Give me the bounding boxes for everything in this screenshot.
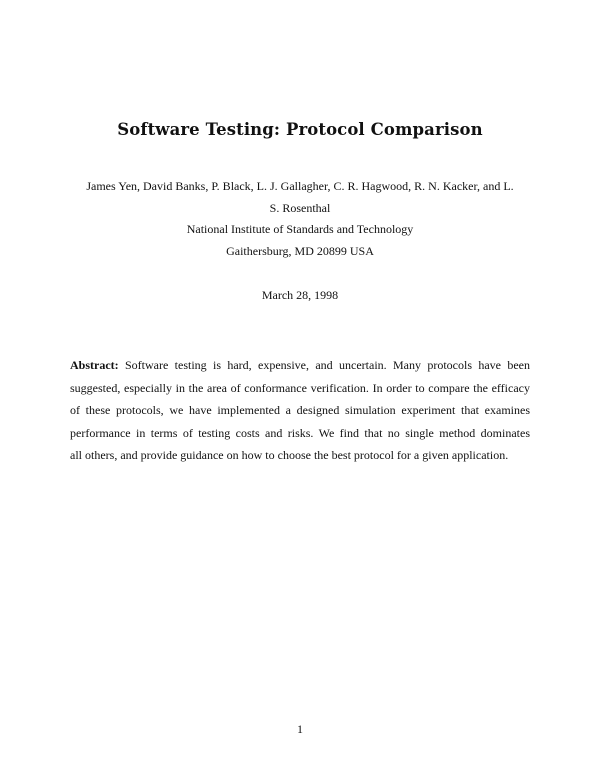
paper-date: March 28, 1998 bbox=[261, 288, 339, 302]
paper-title: Software Testing: Protocol Comparison bbox=[117, 120, 483, 139]
page-number: 1 bbox=[297, 722, 303, 736]
affiliation: National Institute of Standards and Technology bbox=[186, 222, 414, 236]
abstract-line: performance in terms of testing costs and risks. We find that no single method dominates bbox=[70, 425, 530, 440]
author-block bbox=[0, 176, 600, 262]
abstract-line: of these protocols, we have implemented a designed simulation experiment that examines bbox=[70, 403, 530, 418]
abstract-line: all others, and provide guidance on how to choose the best protocol for a given application. bbox=[70, 448, 509, 463]
abstract-text: Software testing is hard, expensive, and uncertain. Many protocols have been bbox=[125, 358, 530, 372]
address: Gaithersburg, MD 20899 USA bbox=[226, 243, 374, 258]
abstract-label: Abstract: bbox=[70, 358, 119, 372]
authors-line-2: S. Rosenthal bbox=[269, 200, 331, 215]
abstract-line bbox=[70, 354, 530, 377]
abstract-line: suggested, especially in the area of conformance verification. In order to compare the efficacy bbox=[70, 380, 530, 395]
abstract bbox=[70, 354, 530, 467]
authors-line-1: James Yen, David Banks, P. Black, L. J. Gallagher, C. R. Hagwood, R. N. Kacker, and L. bbox=[86, 179, 514, 193]
